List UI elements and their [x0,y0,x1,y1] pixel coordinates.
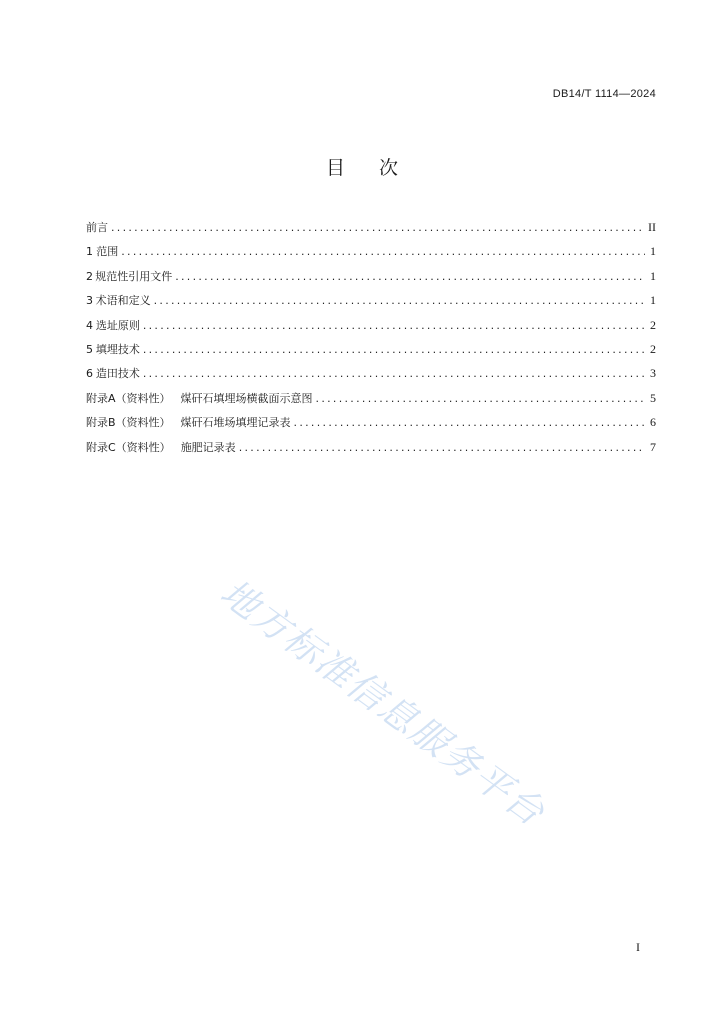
toc-leader-dots [316,392,645,405]
toc-leader-dots [175,270,645,283]
toc-section-number: 2 [86,269,93,283]
table-of-contents [86,219,656,463]
toc-entry-label: 范围 [96,245,119,259]
toc-page-number: 1 [650,268,656,283]
toc-leader-dots [143,319,645,332]
toc-entry-label: 煤矸石堆场填埋记录表 [180,416,291,430]
toc-entry-terms-definitions[interactable] [86,292,656,316]
toc-page-number: 6 [650,415,656,430]
toc-entry-site-selection[interactable] [86,317,656,341]
toc-entry-label: 术语和定义 [95,294,151,308]
title-char-1: 目 [325,157,345,179]
toc-entry-label: 选址原则 [95,318,140,332]
toc-entry-label: 煤矸石填埋场横截面示意图 [180,391,313,405]
document-code: DB14/T 1114—2024 [552,88,656,100]
toc-entry-appendix-c[interactable] [86,439,656,463]
toc-page-number: 1 [650,293,656,308]
toc-entry-normative-references[interactable] [86,268,656,292]
toc-entry-label: 填埋技术 [95,342,140,356]
toc-entry-appendix-a[interactable] [86,390,656,414]
toc-leader-dots [239,441,645,454]
toc-leader-dots [143,367,645,380]
toc-page-number: 1 [650,244,656,259]
toc-page-number: 5 [650,390,656,405]
toc-leader-dots [294,416,645,429]
toc-page-number: II [648,220,656,234]
watermark: 地方标准信息服务平台 [212,570,554,835]
toc-section-number: 6 [86,367,93,381]
title-char-2: 次 [379,157,399,179]
toc-leader-dots [121,245,645,258]
toc-appendix-prefix: 附录C（资料性） [86,440,171,454]
toc-appendix-prefix: 附录A（资料性） [86,391,171,405]
toc-section-number: 3 [86,294,93,308]
toc-page-number: 3 [650,366,656,381]
page-number: I [636,940,640,954]
toc-entry-scope[interactable] [86,243,656,267]
toc-section-number: 5 [86,342,93,356]
toc-entry-land-creation-technique[interactable] [86,365,656,389]
toc-entry-label: 施肥记录表 [180,440,236,454]
toc-entry-foreword[interactable] [86,219,656,243]
page-title [0,153,724,180]
toc-entry-landfill-technique[interactable] [86,341,656,365]
toc-section-number: 1 [86,245,93,259]
toc-page-number: 7 [650,439,656,454]
toc-leader-dots [111,221,645,234]
toc-entry-appendix-b[interactable] [86,414,656,438]
toc-section-number: 4 [86,318,93,332]
toc-entry-label: 造田技术 [95,367,140,381]
toc-page-number: 2 [650,341,656,356]
toc-appendix-prefix: 附录B（资料性） [86,416,171,430]
toc-entry-label: 规范性引用文件 [95,269,173,283]
toc-leader-dots [154,294,645,307]
toc-page-number: 2 [650,317,656,332]
toc-leader-dots [143,343,645,356]
toc-entry-label: 前言 [86,221,108,234]
